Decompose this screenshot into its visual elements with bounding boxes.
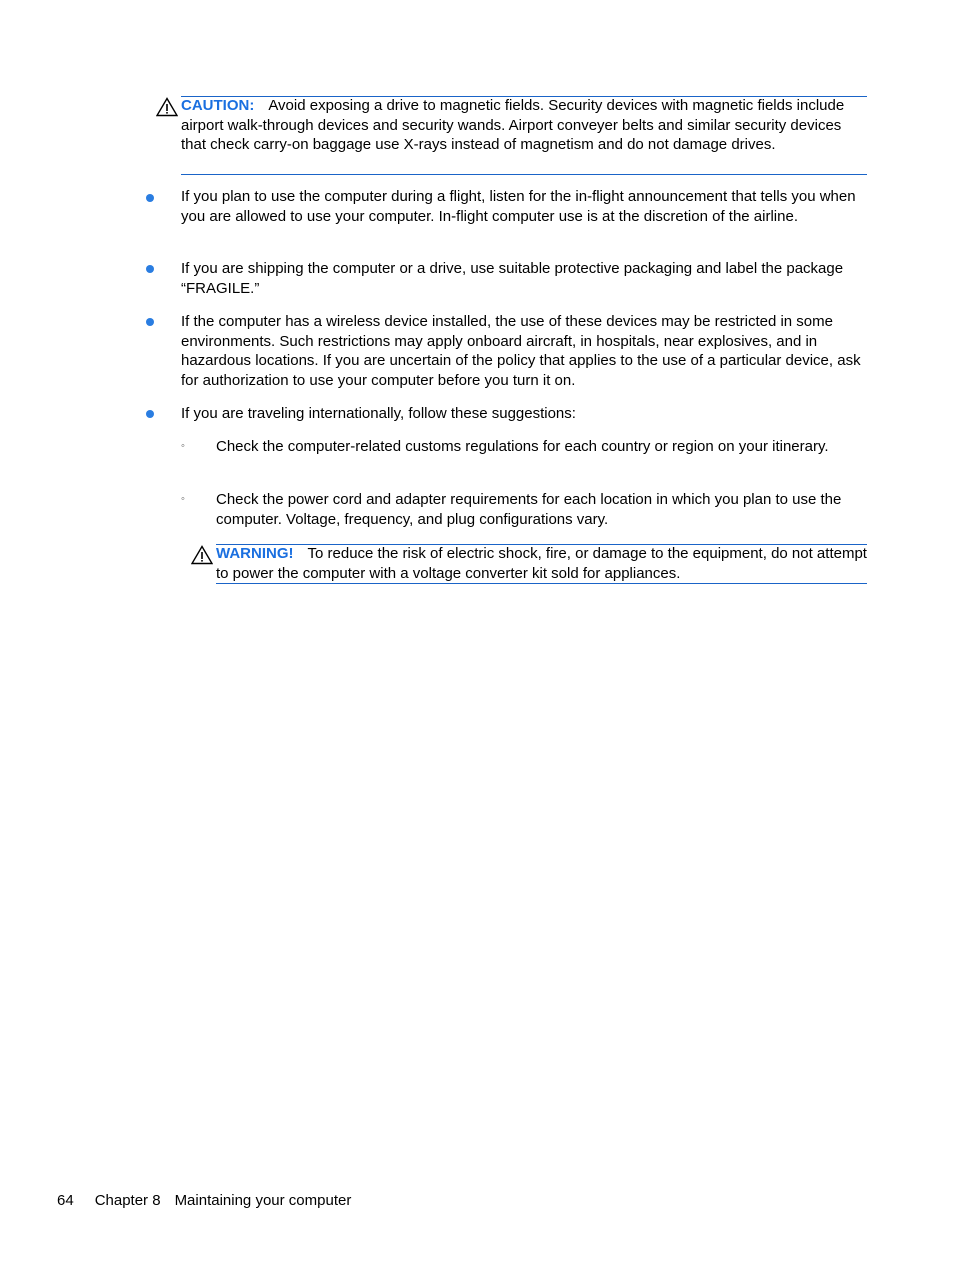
warning-triangle-icon <box>191 545 213 565</box>
list-item-shipping: If you are shipping the computer or a drive, use suitable protective packaging and label the package “FRAGILE.” <box>181 260 844 297</box>
list-item-international: If you are traveling internationally, follow these suggestions: <box>181 405 576 422</box>
caution-note <box>181 96 867 175</box>
list-item-flight: If you plan to use the computer during a flight, listen for the in-flight announcement that tells you when you are allowed to use your computer. In-flight computer use is at the discretion of the airline. <box>181 188 856 225</box>
caution-label: CAUTION: <box>181 97 255 114</box>
sub-list-item-power: Check the power cord and adapter requirements for each location in which you plan to use the computer. Voltage, frequency, and plug configurations vary. <box>216 491 842 528</box>
sub-bullet-marker-1: ◦ <box>181 440 185 452</box>
chapter-title: Maintaining your computer <box>174 1192 352 1209</box>
warning-label: WARNING! <box>216 545 294 562</box>
bullet-dot-3 <box>146 318 154 326</box>
bullet-dot-4 <box>146 410 154 418</box>
page-footer <box>57 1191 351 1211</box>
caution-text: Avoid exposing a drive to magnetic fields. Security devices with magnetic fields include airport walk-through devices and security wands. Airport conveyer belts and similar security devices that check carry-on baggage use X-rays instead of magnetism and do not damage drives. <box>181 97 845 153</box>
warning-paragraph <box>216 544 867 583</box>
sub-list-item-customs: Check the computer-related customs regulations for each country or region on your itinerary. <box>216 438 829 455</box>
caution-triangle-icon <box>156 97 178 117</box>
chapter-number: Chapter 8 <box>94 1192 161 1209</box>
bullet-dot-2 <box>146 265 154 273</box>
warning-note <box>216 544 867 584</box>
page-number: 64 <box>57 1192 74 1209</box>
caution-paragraph <box>181 96 867 155</box>
bullet-dot-1 <box>146 194 154 202</box>
list-item-wireless: If the computer has a wireless device installed, the use of these devices may be restricted in some environments. Such restrictions may apply onboard aircraft, in hospitals, near explosives, and in hazardous locations. If you are uncertain of the policy that applies to the use of a particular device, ask for authorization to use your computer before you turn it on. <box>181 313 861 389</box>
warning-text: To reduce the risk of electric shock, fire, or damage to the equipment, do not attempt to power the computer with a voltage converter kit sold for appliances. <box>216 545 867 582</box>
sub-bullet-marker-2: ◦ <box>181 493 185 505</box>
